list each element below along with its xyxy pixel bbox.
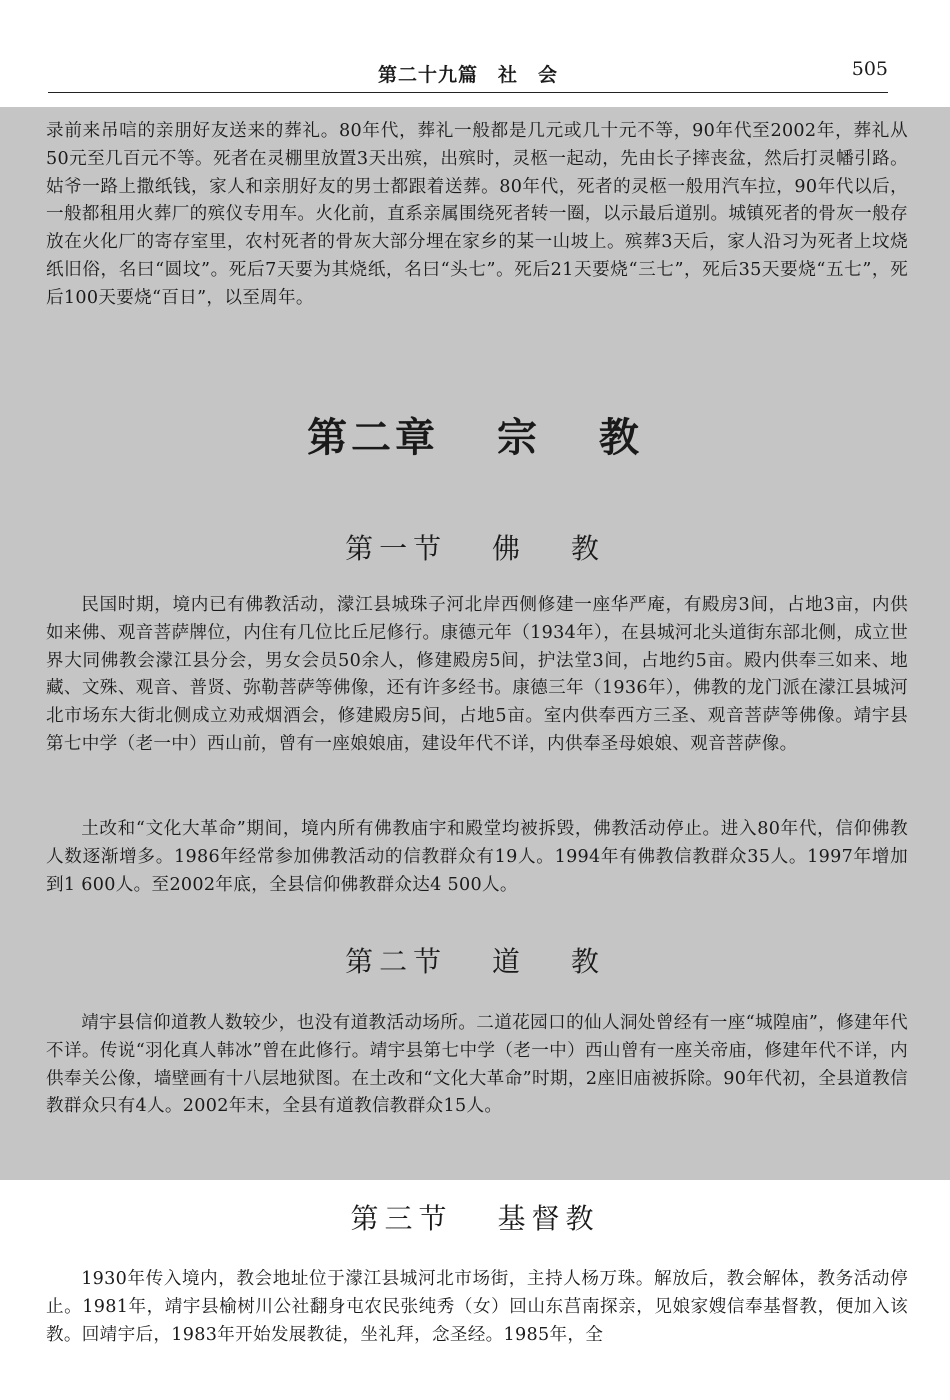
page-number: 505 <box>851 58 888 80</box>
section-title-buddhism: 第一节 佛 教 <box>345 532 605 565</box>
buddhism-paragraph-2: 土改和“文化大革命”期间，境内所有佛教庙宇和殿堂均被拆毁，佛教活动停止。进入80年代，信仰佛教人数逐渐增多。1986年经常参加佛教活动的信教群众有19人。1994年有佛教信教群众35人。1997年增加到1 600人。至2002年底，全县信仰佛教群众达4 500人。 <box>46 819 908 895</box>
header-title: 第二十九篇 社 会 <box>377 64 558 86</box>
chapter-title: 第二章 宗 教 <box>307 414 643 461</box>
section-title-christianity: 第三节 基督教 <box>350 1202 600 1235</box>
taoism-paragraph-1: 靖宇县信仰道教人数较少，也没有道教活动场所。二道花园口的仙人洞处曾经有一座“城隍庙”，修建年代不详。传说“羽化真人韩冰”曾在此修行。靖宇县第七中学（老一中）西山曾有一座关帝庙，修建年代不详，内供奉关公像，墙壁画有十八层地狱图。在土改和“文化大革命”时期，2座旧庙被拆除。90年代初，全县道教信教群众只有4人。2002年末，全县有道教信教群众15人。 <box>46 1013 908 1117</box>
christianity-paragraph-1: 1930年传入境内，教会地址位于濛江县城河北市场街，主持人杨万珠。解放后，教会解体，教务活动停止。1981年，靖宇县榆树川公社翻身屯农民张纯秀（女）回山东莒南探亲，见娘家嫂信奉基督教，便加入该教。回靖宇后，1983年开始发展教徒，坐礼拜，念圣经。1985年，全 <box>46 1269 908 1345</box>
header-rule <box>48 92 888 93</box>
section-title-taoism: 第二节 道 教 <box>345 945 605 978</box>
page-header <box>48 54 888 92</box>
intro-paragraph: 录前来吊唁的亲朋好友送来的葬礼。80年代，葬礼一般都是几元或几十元不等，90年代至2002年，葬礼从50元至几百元不等。死者在灵棚里放置3天出殡，出殡时，灵柩一起动，先由长子摔丧盆，然后打灵幡引路。姑爷一路上撒纸钱，家人和亲朋好友的男士都跟着送葬。80年代，死者的灵柩一般用汽车拉，90年代以后，一般都租用火葬厂的殡仪专用车。火化前，直系亲属围绕死者转一圈，以示最后道别。城镇死者的骨灰一般存放在火化厂的寄存室里，农村死者的骨灰大部分埋在家乡的某一山坡上。殡葬3天后，家人沿习为死者上坟烧纸旧俗，名曰“圆坟”。死后7天要为其烧纸，名曰“头七”。死后21天要烧“三七”，死后35天要烧“五七”，死后100天要烧“百日”，以至周年。 <box>46 121 908 308</box>
buddhism-paragraph-1: 民国时期，境内已有佛教活动，濛江县城珠子河北岸西侧修建一座华严庵，有殿房3间，占地3亩，内供如来佛、观音菩萨牌位，内住有几位比丘尼修行。康德元年（1934年），在县城河北头道街东部北侧，成立世界大同佛教会濛江县分会，男女会员50余人，修建殿房5间，护法堂3间，占地约5亩。殿内供奉三如来、地藏、文殊、观音、普贤、弥勒菩萨等佛像，还有许多经书。康德三年（1936年），佛教的龙门派在濛江县城河北市场东大街北侧成立劝戒烟酒会，修建殿房5间，占地5亩。室内供奉西方三圣、观音菩萨等佛像。靖宇县第七中学（老一中）西山前，曾有一座娘娘庙，建设年代不详，内供奉圣母娘娘、观音菩萨像。 <box>46 595 908 754</box>
